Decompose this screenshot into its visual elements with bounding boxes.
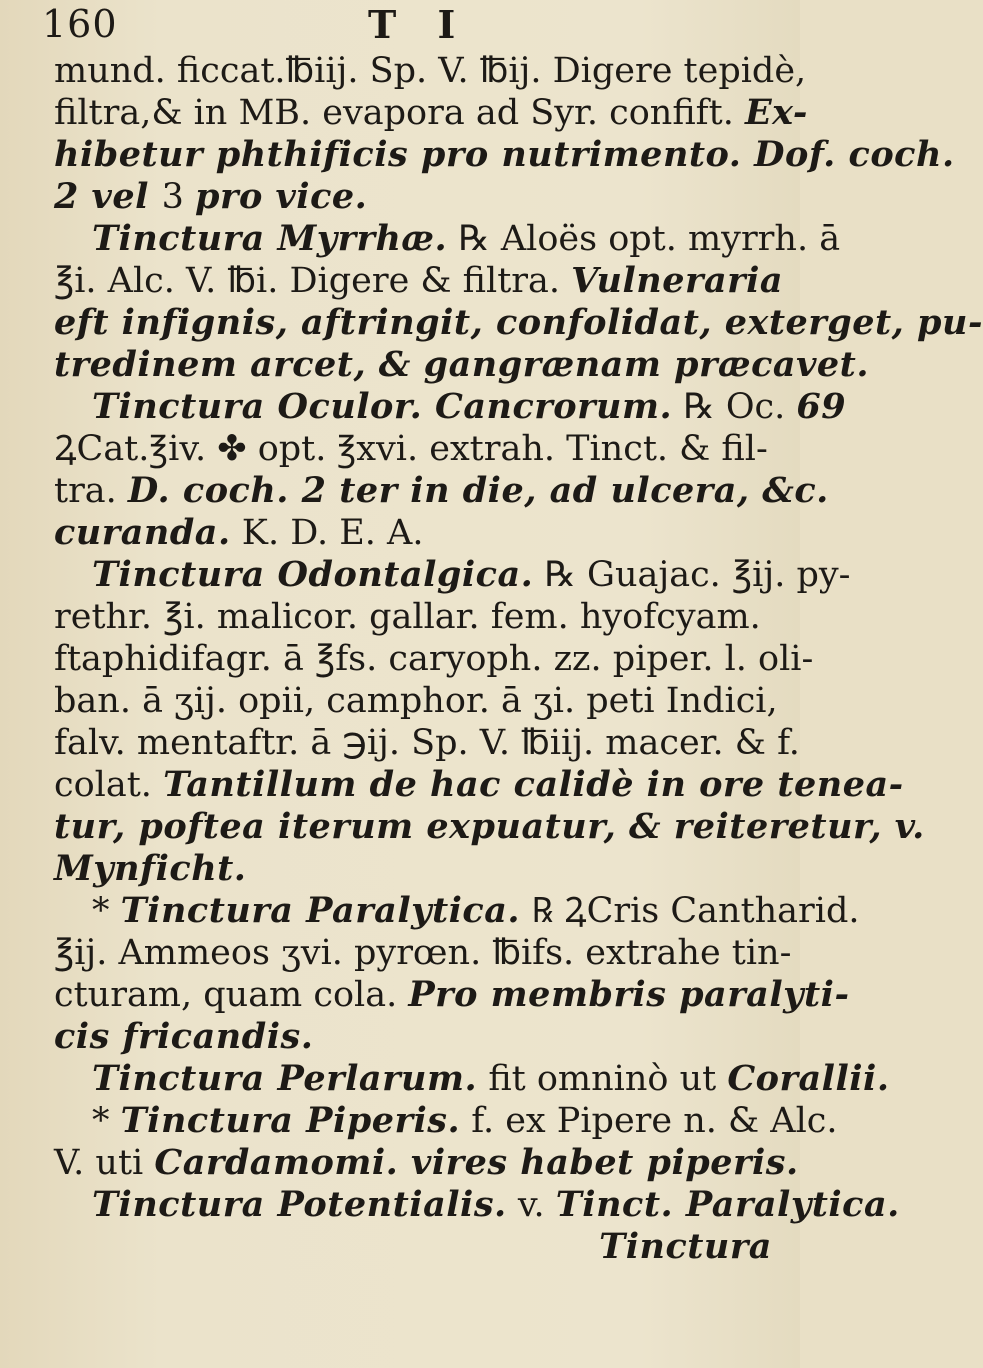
roman-text: * [92, 891, 121, 931]
italic-text: Tantillum de hac calidè in ore tenea- [163, 764, 904, 805]
italic-text: Tinctura Paralytica. [120, 890, 521, 931]
italic-text: Vulneraria [571, 260, 784, 301]
italic-text: D. coch. 2 ter in die, ad ulcera, &c. [127, 470, 829, 511]
text-line [54, 932, 792, 974]
italic-text: Tinctura Piperis. [120, 1100, 461, 1141]
text-line [54, 890, 860, 932]
running-head: T I [368, 2, 470, 47]
italic-text: 69 [796, 386, 847, 427]
text-line [54, 176, 776, 218]
roman-text: f. ex Pipere n. & Alc. [460, 1101, 838, 1141]
text-line [54, 764, 904, 806]
text-line [54, 1016, 776, 1058]
italic-text: Mynficht. [54, 848, 247, 889]
roman-text: colat. [54, 765, 164, 805]
italic-text: pro vice. [195, 176, 368, 217]
roman-text: ℥ij. Ammeos ʒvi. pyrœn. ℔ifs. extrahe tin- [54, 933, 792, 973]
italic-text: Corallii. [727, 1058, 890, 1099]
page-number: 160 [42, 2, 118, 46]
italic-text: tur, poftea iterum expuatur, & reiteretur, v. [54, 806, 925, 847]
text-body [54, 50, 983, 1268]
italic-text: curanda. [54, 512, 231, 553]
italic-text: tredinem arcet, & gangrænam præcavet. [54, 344, 870, 385]
roman-text: rethr. ℥i. malicor. gallar. fem. hyofcyam. [54, 597, 761, 637]
page-header [42, 2, 770, 50]
italic-text: Tinctura Myrrhæ. [92, 218, 448, 259]
roman-text: mund. ficcat.℔iij. Sp. V. ℔ij. Digere tepidè, [54, 51, 807, 91]
italic-text: Tinct. Paralytica. [555, 1184, 900, 1225]
italic-text: 2 vel [54, 176, 162, 217]
text-line [54, 218, 841, 260]
text-line [54, 1100, 838, 1142]
italic-text: Pro membris paralyti- [408, 974, 850, 1015]
roman-text: falv. mentaftr. ā ℈ij. Sp. V. ℔iij. macer. & f. [54, 723, 800, 763]
text-line [54, 1142, 799, 1184]
italic-text: Tinctura Perlarum. [92, 1058, 478, 1099]
italic-text: Tinctura [599, 1226, 772, 1267]
text-line [54, 302, 983, 344]
roman-text: ℞ Oc. [672, 387, 797, 427]
text-line [54, 512, 776, 554]
roman-text: ℞ Aloës opt. myrrh. ā [447, 219, 841, 259]
text-line [54, 470, 829, 512]
text-line [54, 848, 776, 890]
roman-text: ftaphidifagr. ā ℥fs. caryoph. zz. piper. l. oli- [54, 639, 814, 679]
text-line [54, 1184, 900, 1226]
roman-text: ℞ ꝜCris Cantharid. [520, 891, 860, 931]
italic-text: Ex- [744, 92, 808, 133]
text-line [54, 134, 955, 176]
italic-text: hibetur phthificis pro nutrimento. Dof. coch. [54, 134, 955, 175]
roman-text: V. uti [54, 1143, 155, 1183]
text-line [54, 386, 847, 428]
roman-text: ban. ā ʒij. opii, camphor. ā ʒi. peti Indici, [54, 681, 778, 721]
roman-text: ꝜCat.℥iv. ✤ opt. ℥xvi. extrah. Tinct. & fil- [54, 429, 768, 469]
text-line [54, 92, 808, 134]
text-line [54, 1058, 890, 1100]
text-line [54, 260, 784, 302]
text-line [54, 344, 870, 386]
text-line [54, 680, 776, 722]
roman-text: 3 [161, 177, 196, 217]
italic-text: eft infignis, aftringit, confolidat, exterget, pu- [54, 302, 983, 343]
roman-text: fit omninò ut [477, 1059, 728, 1099]
text-line [54, 638, 814, 680]
text-line [54, 596, 776, 638]
italic-text: Cardamomi. vires habet piperis. [154, 1142, 799, 1183]
roman-text: cturam, quam cola. [54, 975, 409, 1015]
text-line [54, 806, 925, 848]
roman-text: ℞ Guajac. ℥ij. py- [533, 555, 851, 595]
italic-text: Tinctura Potentialis. [92, 1184, 507, 1225]
text-line [54, 50, 807, 92]
italic-text: cis fricandis. [54, 1016, 314, 1057]
text-line [54, 974, 850, 1016]
roman-text: tra. [54, 471, 128, 511]
roman-text: v. [506, 1185, 556, 1225]
roman-text: ℥i. Alc. V. ℔i. Digere & filtra. [54, 261, 572, 301]
text-line [54, 428, 776, 470]
text-line [54, 722, 800, 764]
roman-text: filtra,& in MB. evapora ad Syr. confift. [54, 93, 745, 133]
roman-text: * [92, 1101, 121, 1141]
italic-text: Tinctura Oculor. Cancrorum. [92, 386, 673, 427]
text-line [54, 554, 851, 596]
italic-text: Tinctura Odontalgica. [92, 554, 534, 595]
roman-text: K. D. E. A. [230, 513, 424, 553]
text-line [54, 1226, 776, 1268]
